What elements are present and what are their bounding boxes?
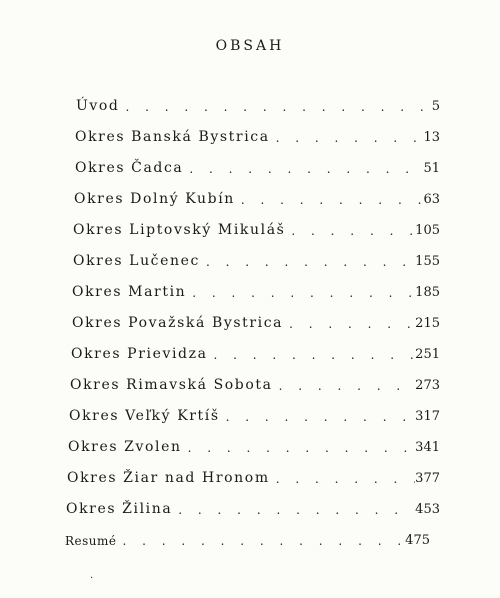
toc-entry <box>74 185 440 207</box>
toc-entry <box>73 216 440 238</box>
toc-entry-page: 273 <box>415 378 440 393</box>
toc-entry-page: 105 <box>415 223 440 238</box>
dot-leader <box>183 162 423 176</box>
toc-entry-page: 453 <box>415 502 440 517</box>
dot-leader <box>220 410 416 424</box>
toc-entry-page: 475 <box>405 533 430 548</box>
toc-entry-label: Okres Čadca <box>75 160 184 176</box>
toc-entry <box>75 154 440 176</box>
toc-entry-page: 341 <box>415 440 440 455</box>
toc-entry-page: 215 <box>415 316 440 331</box>
dot-leader <box>172 503 415 517</box>
toc-entry-page: 185 <box>415 285 440 300</box>
toc-entry-label: Okres Liptovský Mikuláš <box>73 222 286 238</box>
toc-entry-page: 51 <box>423 161 440 176</box>
toc-entry <box>68 433 440 455</box>
toc-entry-page: 5 <box>431 99 440 114</box>
dot-leader <box>283 317 415 331</box>
dot-leader <box>208 348 416 362</box>
toc-entry-label: Úvod <box>76 98 120 114</box>
dot-leader <box>117 534 406 548</box>
dot-leader <box>273 379 416 393</box>
toc-entry-page: 377 <box>415 471 440 486</box>
toc-entry <box>72 309 440 331</box>
toc-entry-page: 13 <box>423 130 440 145</box>
toc-entry-label: Okres Veľký Krtíš <box>69 408 220 424</box>
toc-entry-page: 317 <box>415 409 440 424</box>
stray-mark: . <box>90 570 94 581</box>
dot-leader <box>285 224 415 238</box>
toc-entry-label: Okres Dolný Kubín <box>74 191 235 207</box>
toc-entry-label: Okres Lučenec <box>73 253 200 269</box>
toc-entry-label: Resumé <box>65 534 117 548</box>
toc-entry-label: Okres Banská Bystrica <box>75 129 270 145</box>
dot-leader <box>120 100 432 114</box>
toc-entry <box>72 278 440 300</box>
toc-entry-label: Okres Považská Bystrica <box>72 315 284 331</box>
toc-entry-label: Okres Žiar nad Hronom <box>67 470 270 486</box>
toc-entry-label: Okres Prievidza <box>71 346 208 362</box>
dot-leader <box>186 286 415 300</box>
toc-entry-page: 63 <box>423 192 440 207</box>
toc-entry <box>67 464 440 486</box>
toc-entry-label: Okres Rimavská Sobota <box>70 377 273 393</box>
toc-entry <box>70 371 440 393</box>
dot-leader <box>270 472 415 486</box>
toc-entry-label: Okres Žilina <box>66 501 173 517</box>
toc-entry-label: Okres Zvolen <box>68 439 182 455</box>
toc-entry <box>73 247 440 269</box>
toc-entry <box>65 526 430 548</box>
dot-leader <box>200 255 415 269</box>
page-title: OBSAH <box>215 38 285 54</box>
dot-leader <box>235 193 424 207</box>
toc-entry-page: 155 <box>415 254 440 269</box>
toc-entry-label: Okres Martin <box>72 284 187 300</box>
dot-leader <box>182 441 416 455</box>
toc-entry <box>69 402 440 424</box>
toc-entry <box>66 495 440 517</box>
toc-entry <box>76 92 440 114</box>
dot-leader <box>270 131 424 145</box>
toc-entry-page: 251 <box>415 347 440 362</box>
toc-entry <box>75 123 440 145</box>
toc-entry <box>71 340 440 362</box>
